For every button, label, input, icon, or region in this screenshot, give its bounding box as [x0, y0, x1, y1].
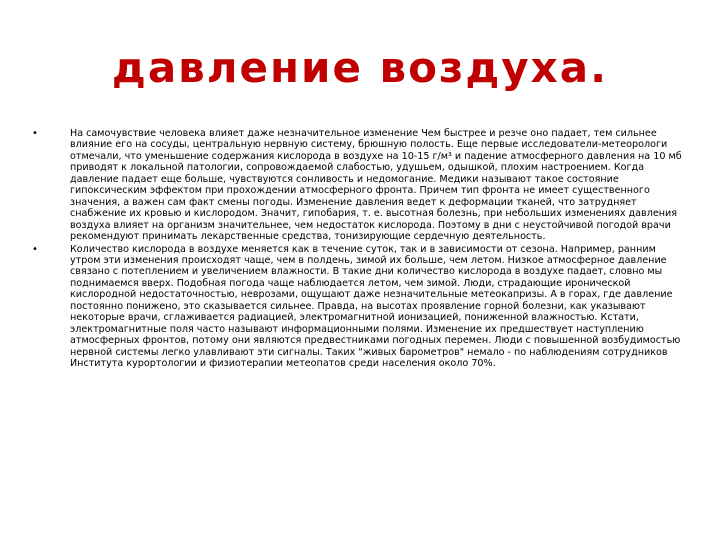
bullet-item-2: [32, 244, 686, 370]
slide-title: давление воздуха.: [111, 43, 609, 92]
bullet-marker: •: [32, 243, 38, 255]
bullet-text: Количество кислорода в воздухе меняется как в течение суток, так и в зависимости от сезона. Например, ранним утром эти изменения происходят чаще, чем в полдень, зимой их больше, чем летом. Низкое атмосферное давление связано с потеплением и увеличением влажности. В такие дни количество кислорода в воздухе падает, словно мы поднимаемся вверх. Подобная погода чаще наблюдается летом, чем зимой. Люди, страдающие иронической кислородной недостаточностью, неврозами, ощущают даже незначительные метеокапризы. А в горах, где давление постоянно понижено, это сказывается сильнее. Правда, на высотах проявление горной болезни, как указывают некоторые врачи, сглаживается радиацией, электромагнитной ионизацией, пониженной влажностью. Кстати, электромагнитные поля часто называют информационными полями. Изменение их предшествует наступлению атмосферных фронтов, потому они являются предвестниками погодных перемен. Люди с повышенной возбудимостью нервной системы легко улавливают эти сигналы. Таких "живых барометров" немало - по наблюдениям сотрудников Института курортологии и физиотерапии метеопатов среди населения около 70%.: [70, 243, 681, 370]
bullet-item-1: [32, 128, 686, 243]
bullet-marker: •: [32, 128, 38, 139]
slide-content: [32, 128, 686, 371]
bullet-text: На самочувствие человека влияет даже незначительное изменение Чем быстрее и резче оно падает, тем сильнее влияние его на сосуды, центральную нервную систему, брюшную полость. Еще первые исследователи-метеорологи отмечали, что уменьшение содержания кислорода в воздухе на 10-15 г/м³ и падение атмосферного давления на 10 мб приводят к локальной патологии, сопровождаемой слабостью, удушьем, одышкой, плохим настроением. Когда давление падает еще больше, чувствуются сонливость и недомогание. Медики называют такое состояние гипоксическим эффектом при прохождении атмосферного фронта. Причем тип фронта не имеет существенного значения, а важен сам факт смены погоды. Изменение давления ведет к деформации тканей, что затрудняет снабжение их кровью и кислородом. Значит, гипобария, т. е. высотная болезнь, при небольших изменениях давления воздуха влияет на организм значительнее, чем недостаток кислорода. Поэтому в дни с неустойчивой погодой врачи рекомендуют принимать лекарственные средства, тонизирующие сердечную деятельность.: [70, 128, 682, 243]
